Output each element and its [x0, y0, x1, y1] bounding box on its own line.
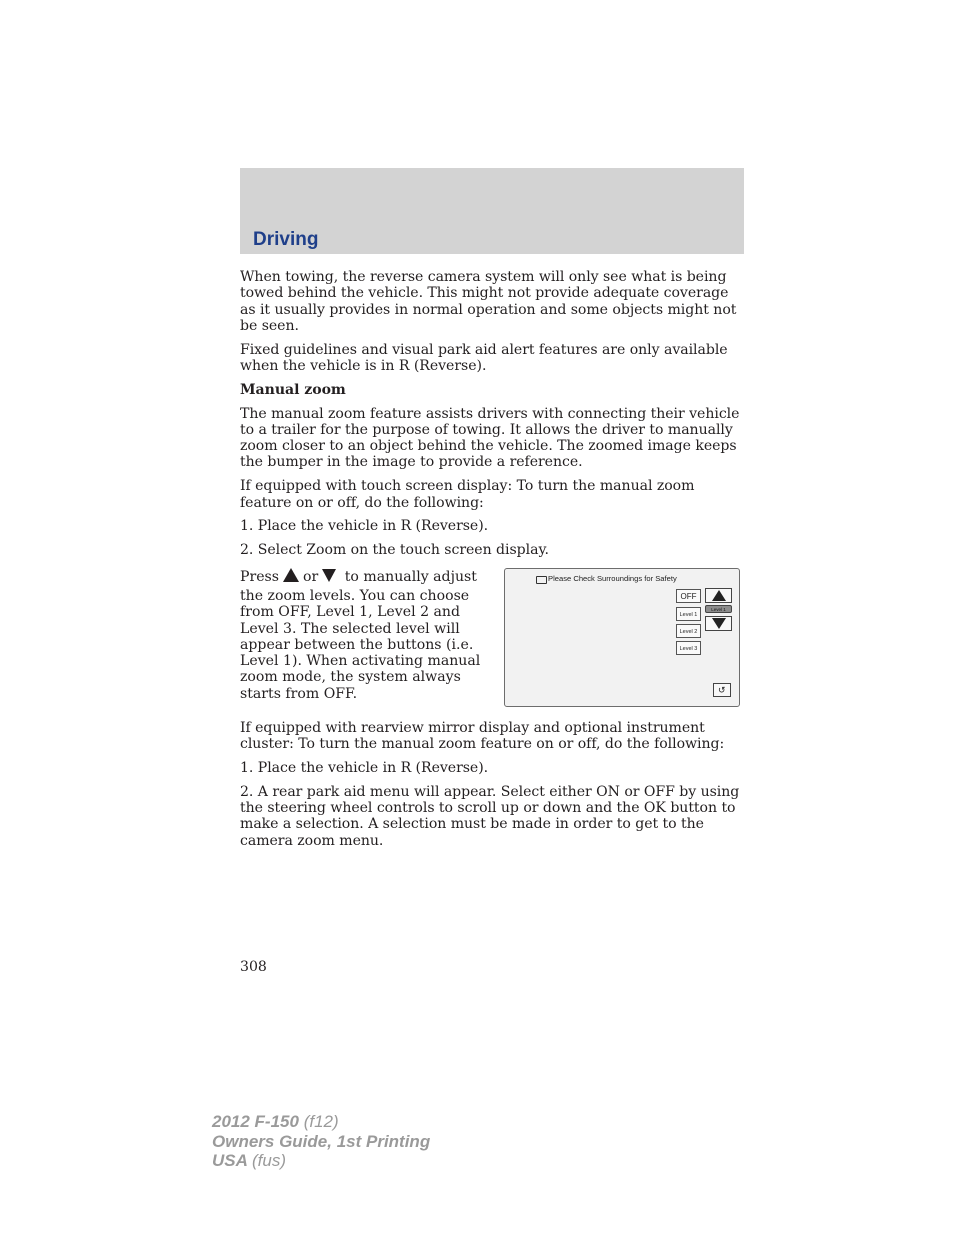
zoom-level-3-button[interactable]: Level 3	[676, 641, 701, 655]
zoom-level-1-button[interactable]: Level 1	[676, 607, 701, 621]
subhead-manual-zoom: Manual zoom	[240, 381, 346, 398]
page-number: 308	[240, 959, 267, 975]
section-header	[240, 168, 744, 254]
down-arrow-icon	[322, 569, 336, 582]
selected-level-indicator: Level 1	[705, 605, 732, 613]
zoom-level-2-button[interactable]: Level 2	[676, 624, 701, 638]
intro-text	[240, 269, 746, 558]
footer-market: USA	[212, 1151, 248, 1170]
step-reverse-1: 1. Place the vehicle in R (Reverse).	[240, 518, 489, 535]
zoom-down-button[interactable]	[705, 616, 732, 631]
step-select-zoom: 2. Select Zoom on the touch screen display.	[240, 542, 549, 559]
footer-guide: Owners Guide, 1st Printing	[212, 1131, 431, 1151]
screen-title: Please Check Surroundings for Safety	[548, 574, 677, 583]
footer-market-code: (fus)	[252, 1151, 286, 1170]
mirror-display-text	[240, 720, 746, 849]
paragraph-mirror-display: If equipped with rearview mirror display and optional instrument cluster: To turn the manual zoom feature on or off, do the following:	[240, 720, 725, 753]
up-arrow-icon	[283, 568, 299, 582]
paragraph-manual-zoom: The manual zoom feature assists drivers with connecting their vehicle to a trailer for the purpose of towing. It allows the driver to manually zoom closer to an object behind the vehicle. The zoomed image keeps the bumper in the image to provide a reference.	[240, 405, 740, 471]
press-instructions	[240, 568, 490, 702]
step-reverse-2: 1. Place the vehicle in R (Reverse).	[240, 760, 489, 777]
press-rest: the zoom levels. You can choose from OFF, Level 1, Level 2 and Level 3. The selected level will appear between the buttons (i.e. Level 1). When activating manual zoom mode, the system always starts from OFF.	[240, 588, 481, 702]
zoom-screen-illustration	[504, 568, 740, 707]
footer-model-code: (f12)	[303, 1112, 339, 1131]
paragraph-towing: When towing, the reverse camera system will only see what is being towed behind the vehicle. This might not provide adequate coverage as it usually provides in normal operation and some objects might not be seen.	[240, 269, 737, 334]
footer-edition-info	[212, 1112, 430, 1171]
paragraph-guidelines: Fixed guidelines and visual park aid alert features are only available when the vehicle is in R (Reverse).	[240, 341, 728, 374]
footer-model: 2012 F-150	[212, 1112, 299, 1131]
paragraph-touch-screen: If equipped with touch screen display: To turn the manual zoom feature on or off, do the following:	[240, 478, 695, 511]
back-icon: ↺	[718, 685, 726, 695]
step-park-aid-menu: 2. A rear park aid menu will appear. Select either ON or OFF by using the steering wheel controls to scroll up or down and the OK button to make a selection. A selection must be made in order to get to the camera zoom menu.	[240, 783, 740, 849]
press-rest-first: to manually adjust	[344, 569, 477, 585]
zoom-off-button[interactable]: OFF	[676, 589, 701, 603]
section-title: Driving	[253, 229, 319, 250]
back-button[interactable]	[713, 683, 731, 697]
or-word: or	[303, 569, 319, 585]
zoom-up-button[interactable]	[705, 588, 732, 603]
up-arrow-icon	[712, 590, 726, 601]
press-word: Press	[240, 569, 280, 585]
down-arrow-icon	[712, 618, 726, 629]
camera-icon	[536, 576, 547, 584]
